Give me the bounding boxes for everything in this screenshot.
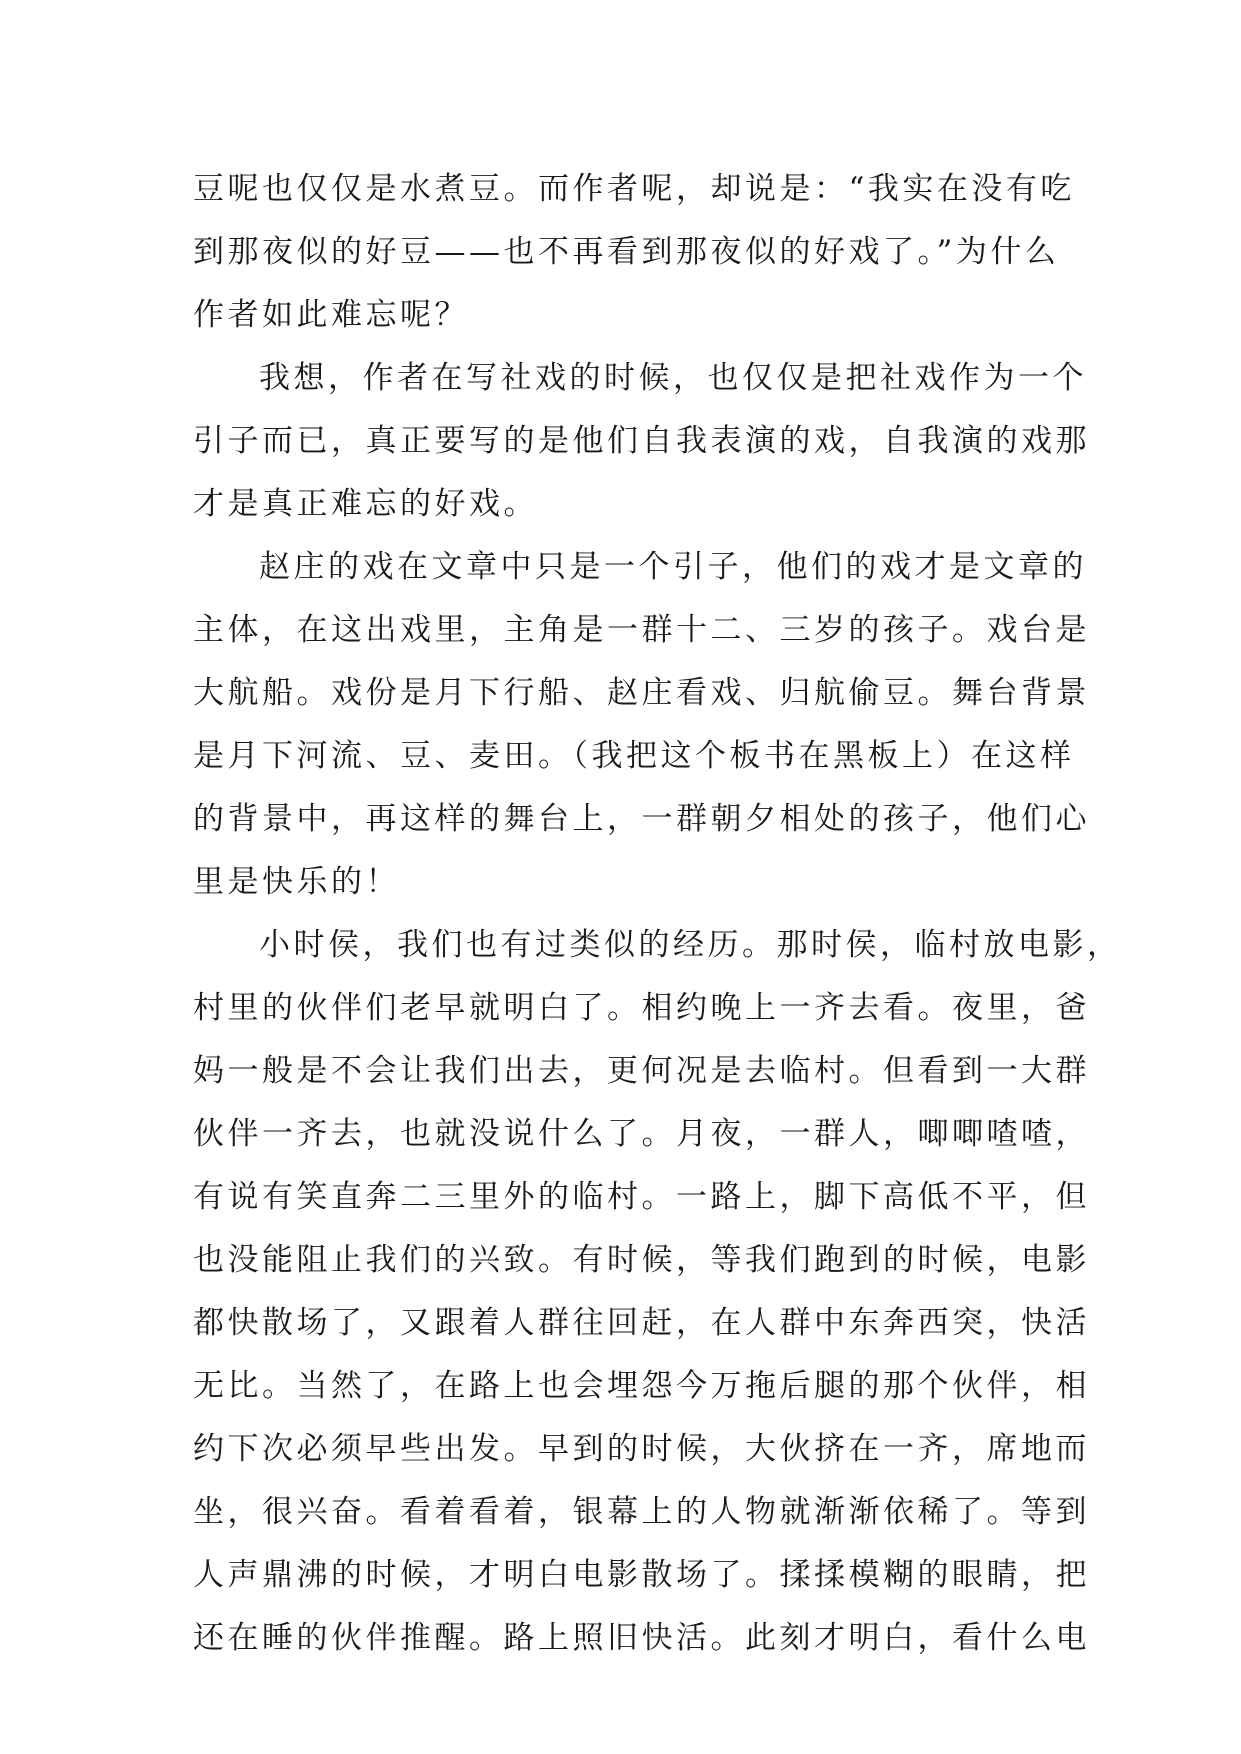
text-line: 伙伴一齐去，也就没说什么了。月夜，一群人，唧唧喳喳，	[193, 1116, 1090, 1152]
paragraph-start-line: 我想，作者在写社戏的时候，也仅仅是把社戏作为一个	[259, 360, 1087, 396]
text-line: 约下次必须早些出发。早到的时候，大伙挤在一齐，席地而	[193, 1431, 1090, 1467]
text-line: 还在睡的伙伴推醒。路上照旧快活。此刻才明白，看什么电	[193, 1620, 1090, 1656]
text-line: 也没能阻止我们的兴致。有时候，等我们跑到的时候，电影	[193, 1242, 1090, 1278]
text-line: 是月下河流、豆、麦田。（我把这个板书在黑板上）在这样	[193, 738, 1075, 774]
text-line: 引子而已，真正要写的是他们自我表演的戏，自我演的戏那	[193, 423, 1090, 459]
text-line: 里是快乐的！	[193, 864, 400, 900]
text-line: 村里的伙伴们老早就明白了。相约晚上一齐去看。夜里，爸	[193, 990, 1090, 1026]
text-line: 无比。当然了，在路上也会埋怨今万拖后腿的那个伙伴，相	[193, 1368, 1090, 1404]
text-line: 都快散场了，又跟着人群往回赶，在人群中东奔西突，快活	[193, 1305, 1090, 1341]
text-line: 的背景中，再这样的舞台上，一群朝夕相处的孩子，他们心	[193, 801, 1090, 837]
text-line: 豆呢也仅仅是水煮豆。而作者呢，却说是：“我实在没有吃	[193, 171, 1075, 207]
text-line: 妈一般是不会让我们出去，更何况是去临村。但看到一大群	[193, 1053, 1090, 1089]
body-text	[193, 158, 1122, 1670]
text-line: 作者如此难忘呢？	[193, 297, 469, 333]
paragraph-start-line: 赵庄的戏在文章中只是一个引子，他们的戏才是文章的	[259, 549, 1087, 585]
text-line: 到那夜似的好豆——也不再看到那夜似的好戏了。”为什么	[193, 234, 1060, 270]
text-line: 人声鼎沸的时候，才明白电影散场了。揉揉模糊的眼睛，把	[193, 1557, 1090, 1593]
text-line: 坐，很兴奋。看着看着，银幕上的人物就渐渐依稀了。等到	[193, 1494, 1090, 1530]
paragraph-start-line: 小时侯，我们也有过类似的经历。那时侯，临村放电影，	[259, 927, 1122, 963]
text-line: 才是真正难忘的好戏。	[193, 486, 538, 522]
text-line: 大航船。戏份是月下行船、赵庄看戏、归航偷豆。舞台背景	[193, 675, 1090, 711]
text-line: 有说有笑直奔二三里外的临村。一路上，脚下高低不平，但	[193, 1179, 1090, 1215]
text-line: 主体，在这出戏里，主角是一群十二、三岁的孩子。戏台是	[193, 612, 1090, 648]
